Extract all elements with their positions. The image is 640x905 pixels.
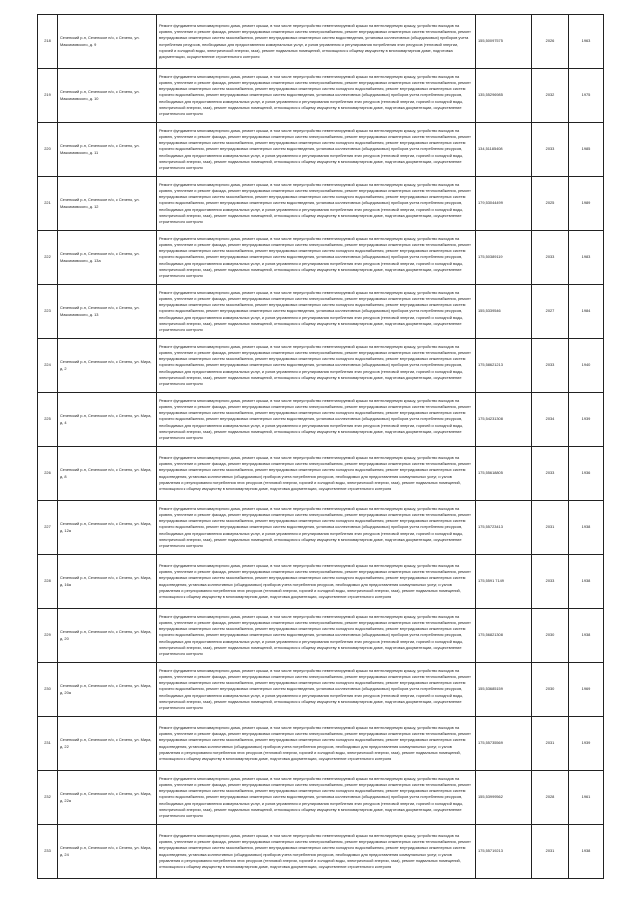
- build-year-cell: [569, 663, 604, 717]
- address-cell-text: Сеченский р-н, Сеченское п/о, с Сечено, ул. Мира, д. 20: [60, 629, 152, 641]
- build-year-cell: [569, 717, 604, 771]
- planned-year-cell: [532, 285, 569, 339]
- table-row: [38, 285, 604, 339]
- planned-year-cell-text: 2031: [545, 524, 555, 530]
- row-number-cell: [38, 177, 58, 231]
- row-number-cell: [38, 123, 58, 177]
- planned-year-cell-text: 2025: [545, 200, 555, 206]
- row-number-cell-text: 233: [44, 848, 51, 854]
- row-number-cell-text: 227: [44, 524, 51, 530]
- build-year-cell-text: 1961: [581, 794, 591, 800]
- cost-cell-text: 135,55296985: [478, 92, 503, 98]
- capital-repair-table: [37, 14, 604, 879]
- work-description-cell-text: Ремонт фундамента многоквартирного дома, ремонт крыши, в том числе переустройство невентилируемой крыши на вентилируемую крышу, устройство выходов на кровлю, утепление и ремонт фасада, ремонт внутридомовых инженерных систем электроснабжения, ремонт внутридомовых инженерных систем теплоснабжения, ремонт внутридомовых инженерных систем газоснабжения, ремонт внутридомовых инженерных систем холодного водоснабжения, ремонт внутридомовых инженерных систем водоотведения, установка коллективных (общедомовых) приборов учета потребления ресурсов, необходимых для предоставления коммунальных услуг, и узлов управления и регулирования потребления этих ресурсов (тепловой энергии, горячей и холодной воды, электрической энергии, газа), ремонт подвальных помещений, относящихся к общему имуществу в многоквартирном доме, подготовка документации, осуществление строительного контроля: [159, 454, 471, 491]
- work-description-cell: [157, 177, 476, 231]
- cost-cell: [476, 123, 532, 177]
- cost-cell: [476, 15, 532, 69]
- address-cell: [58, 609, 157, 663]
- address-cell-text: Сеченский р-н, Сеченское п/о, с Сечено, ул. Максимовского, д. 10: [60, 89, 140, 101]
- row-number-cell-text: 232: [44, 794, 51, 800]
- row-number-cell: [38, 231, 58, 285]
- table-row: [38, 501, 604, 555]
- planned-year-cell-text: 2027: [545, 308, 555, 314]
- row-number-cell: [38, 771, 58, 825]
- build-year-cell-text: 1989: [581, 200, 591, 206]
- cost-cell: [476, 447, 532, 501]
- work-description-cell-text: Ремонт фундамента многоквартирного дома, ремонт крыши, в том числе переустройство невентилируемой крыши на вентилируемую крышу, устройство выходов на кровлю, утепление и ремонт фасада, ремонт внутридомовых инженерных систем электроснабжения, ремонт внутридомовых инженерных систем теплоснабжения, ремонт внутридомовых инженерных систем газоснабжения, ремонт внутридомовых инженерных систем холодного водоснабжения, ремонт внутридомовых инженерных систем горячего водоснабжения, ремонт внутридомовых инженерных систем водоотведения, установка коллективных (общедомовых) приборов учета потребления ресурсов, необходимых для предоставления коммунальных услуг, и узлов управления и регулирования потребления этих ресурсов (тепловой энергии, горячей и холодной воды, электрической энергии, газа), ремонт подвальных помещений, относящихся к общему имуществу в многоквартирном доме, подготовка документации, осуществление строительного контроля: [159, 235, 471, 278]
- build-year-cell-text: 1938: [581, 578, 591, 584]
- row-number-cell: [38, 15, 58, 69]
- work-description-cell: [157, 69, 476, 123]
- table-row: [38, 609, 604, 663]
- planned-year-cell: [532, 393, 569, 447]
- table-row: [38, 393, 604, 447]
- row-number-cell: [38, 501, 58, 555]
- planned-year-cell-text: 2032: [545, 92, 555, 98]
- cost-cell: [476, 771, 532, 825]
- planned-year-cell-text: 2033: [545, 578, 555, 584]
- planned-year-cell-text: 2031: [545, 848, 555, 854]
- work-description-cell-text: Ремонт фундамента многоквартирного дома, ремонт крыши, в том числе переустройство невентилируемой крыши на вентилируемую крышу, устройство выходов на кровлю, утепление и ремонт фасада, ремонт внутридомовых инженерных систем электроснабжения, ремонт внутридомовых инженерных систем теплоснабжения, ремонт внутридомовых инженерных систем газоснабжения, ремонт внутридомовых инженерных систем холодного водоснабжения, ремонт внутридомовых инженерных систем горячего водоснабжения, ремонт внутридомовых инженерных систем водоотведения, установка коллективных (общедомовых) приборов учета потребления ресурсов, необходимых для предоставления коммунальных услуг, и узлов управления и регулирования потребления этих ресурсов (тепловой энергии, горячей и холодной воды, электрической энергии, газа), ремонт подвальных помещений, относящихся к общему имуществу в многоквартирном доме, подготовка документации, осуществление строительного контроля: [159, 181, 471, 224]
- row-number-cell-text: 229: [44, 632, 51, 638]
- cost-cell-text: 155,5339546: [478, 308, 501, 314]
- planned-year-cell: [532, 339, 569, 393]
- work-description-cell-text: Ремонт фундамента многоквартирного дома, ремонт крыши, в том числе переустройство невентилируемой крыши на вентилируемую крышу, устройство выходов на кровлю, утепление и ремонт фасада, ремонт внутридомовых инженерных систем электроснабжения, ремонт внутридомовых инженерных систем теплоснабжения, ремонт внутридомовых инженерных систем газоснабжения, ремонт внутридомовых инженерных систем холодного водоснабжения, ремонт внутридомовых инженерных систем горячего водоснабжения, ремонт внутридомовых инженерных систем водоотведения, установка коллективных (общедомовых) приборов учета потребления ресурсов, необходимых для предоставления коммунальных услуг, и узлов управления и регулирования потребления этих ресурсов (тепловой энергии, горячей и холодной воды, электрической энергии, газа), ремонт подвальных помещений, относящихся к общему имуществу в многоквартирном доме, подготовка документации, осуществление строительного контроля: [159, 73, 471, 116]
- planned-year-cell: [532, 825, 569, 879]
- row-number-cell: [38, 339, 58, 393]
- address-cell-text: Сеченский р-н, Сеченское п/о, с Сечено, ул. Мира, д. 4: [60, 413, 152, 425]
- build-year-cell-text: 1963: [581, 38, 591, 44]
- row-number-cell-text: 220: [44, 146, 51, 152]
- cost-cell-text: 175,55723413: [478, 524, 503, 530]
- build-year-cell-text: 1938: [581, 524, 591, 530]
- cost-cell-text: 155,50097575: [478, 38, 503, 44]
- work-description-cell-text: Ремонт фундамента многоквартирного дома, ремонт крыши, в том числе переустройство невентилируемой крыши на вентилируемую крышу, устройство выходов на кровлю, утепление и ремонт фасада, ремонт внутридомовых инженерных систем электроснабжения, ремонт внутридомовых инженерных систем теплоснабжения, ремонт внутридомовых инженерных систем газоснабжения, ремонт внутридомовых инженерных систем холодного водоснабжения, ремонт внутридомовых инженерных систем горячего водоснабжения, ремонт внутридомовых инженерных систем водоотведения, установка коллективных (общедомовых) приборов учета потребления ресурсов, необходимых для предоставления коммунальных услуг, и узлов управления и регулирования потребления этих ресурсов (тепловой энергии, горячей и холодной воды, электрической энергии, газа), ремонт подвальных помещений, относящихся к общему имуществу в многоквартирном доме, подготовка документации, осуществление строительного контроля: [159, 667, 471, 710]
- build-year-cell: [569, 231, 604, 285]
- work-description-cell-text: Ремонт фундамента многоквартирного дома, ремонт крыши, в том числе переустройство невентилируемой крыши на вентилируемую крышу, устройство выходов на кровлю, утепление и ремонт фасада, ремонт внутридомовых инженерных систем электроснабжения, ремонт внутридомовых инженерных систем теплоснабжения, ремонт внутридомовых инженерных систем газоснабжения, ремонт внутридомовых инженерных систем водоотведения, установка коллективных (общедомовых) приборов учета потребления ресурсов, необходимых для предоставления коммунальных услуг, и узлов управления и регулирования потребления этих ресурсов (тепловой энергии, горячей и холодной воды, электрической энергии, газа), ремонт подвальных помещений, относящихся к общему имуществу в многоквартирном доме, подготовка документации, осуществление строительного контроля: [159, 22, 471, 59]
- work-description-cell: [157, 285, 476, 339]
- table-row: [38, 69, 604, 123]
- work-description-cell: [157, 825, 476, 879]
- table-row: [38, 231, 604, 285]
- address-cell: [58, 177, 157, 231]
- address-cell-text: Сеченский р-н, Сеченское п/о, с Сечено, ул. Мира, д. 2: [60, 359, 152, 371]
- cost-cell: [476, 69, 532, 123]
- address-cell: [58, 555, 157, 609]
- row-number-cell: [38, 825, 58, 879]
- row-number-cell: [38, 717, 58, 771]
- address-cell: [58, 15, 157, 69]
- build-year-cell-text: 1938: [581, 632, 591, 638]
- work-description-cell-text: Ремонт фундамента многоквартирного дома, ремонт крыши, в том числе переустройство невентилируемой крыши на вентилируемую крышу, устройство выходов на кровлю, утепление и ремонт фасада, ремонт внутридомовых инженерных систем электроснабжения, ремонт внутридомовых инженерных систем теплоснабжения, ремонт внутридомовых инженерных систем газоснабжения, ремонт внутридомовых инженерных систем холодного водоснабжения, ремонт внутридомовых инженерных систем горячего водоснабжения, ремонт внутридомовых инженерных систем водоотведения, установка коллективных (общедомовых) приборов учета потребления ресурсов, необходимых для предоставления коммунальных услуг, и узлов управления и регулирования потребления этих ресурсов (тепловой энергии, горячей и холодной воды, электрической энергии, газа), ремонт подвальных помещений, относящихся к общему имуществу в многоквартирном доме, подготовка документации, осуществление строительного контроля: [159, 397, 471, 440]
- address-cell: [58, 771, 157, 825]
- row-number-cell: [38, 663, 58, 717]
- planned-year-cell: [532, 609, 569, 663]
- planned-year-cell-text: 2033: [545, 146, 555, 152]
- planned-year-cell-text: 2028: [545, 794, 555, 800]
- planned-year-cell-text: 2034: [545, 416, 555, 422]
- row-number-cell: [38, 393, 58, 447]
- cost-cell-text: 175,56821308: [478, 632, 503, 638]
- table-row: [38, 771, 604, 825]
- address-cell: [58, 339, 157, 393]
- address-cell-text: Сеченский р-н, Сеченское п/о, с Сечено, ул. Максимовского, д. 12: [60, 197, 140, 209]
- work-description-cell: [157, 717, 476, 771]
- cost-cell-text: 175,50389119: [478, 254, 503, 260]
- address-cell: [58, 393, 157, 447]
- work-description-cell: [157, 609, 476, 663]
- work-description-cell-text: Ремонт фундамента многоквартирного дома, ремонт крыши, в том числе переустройство невентилируемой крыши на вентилируемую крышу, устройство выходов на кровлю, утепление и ремонт фасада, ремонт внутридомовых инженерных систем электроснабжения, ремонт внутридомовых инженерных систем теплоснабжения, ремонт внутридомовых инженерных систем газоснабжения, ремонт внутридомовых инженерных систем холодного водоснабжения, ремонт внутридомовых инженерных систем горячего водоснабжения, ремонт внутридомовых инженерных систем водоотведения, установка коллективных (общедомовых) приборов учета потребления ресурсов, необходимых для предоставления коммунальных услуг, и узлов управления и регулирования потребления этих ресурсов (тепловой энергии, горячей и холодной воды, электрической энергии, газа), ремонт подвальных помещений, относящихся к общему имуществу в многоквартирном доме, подготовка документации, осуществление строительного контроля: [159, 775, 471, 818]
- cost-cell: [476, 285, 532, 339]
- work-description-cell: [157, 663, 476, 717]
- planned-year-cell: [532, 15, 569, 69]
- build-year-cell-text: 1975: [581, 92, 591, 98]
- planned-year-cell-text: 2033: [545, 254, 555, 260]
- build-year-cell: [569, 285, 604, 339]
- planned-year-cell-text: 2031: [545, 740, 555, 746]
- build-year-cell: [569, 555, 604, 609]
- row-number-cell-text: 224: [44, 362, 51, 368]
- work-description-cell-text: Ремонт фундамента многоквартирного дома, ремонт крыши, в том числе переустройство невентилируемой крыши на вентилируемую крышу, устройство выходов на кровлю, утепление и ремонт фасада, ремонт внутридомовых инженерных систем электроснабжения, ремонт внутридомовых инженерных систем теплоснабжения, ремонт внутридомовых инженерных систем газоснабжения, ремонт внутридомовых инженерных систем холодного водоснабжения, ремонт внутридомовых инженерных систем горячего водоснабжения, ремонт внутридомовых инженерных систем водоотведения, установка коллективных (общедомовых) приборов учета потребления ресурсов, необходимых для предоставления коммунальных услуг, и узлов управления и регулирования потребления этих ресурсов (тепловой энергии, горячей и холодной воды, электрической энергии, газа), ремонт подвальных помещений, относящихся к общему имуществу в многоквартирном доме, подготовка документации, осуществление строительного контроля: [159, 613, 471, 656]
- row-number-cell-text: 222: [44, 254, 51, 260]
- table-row: [38, 555, 604, 609]
- cost-cell-text: 175,5591 7149: [478, 578, 504, 584]
- build-year-cell-text: 1984: [581, 308, 591, 314]
- work-description-cell-text: Ремонт фундамента многоквартирного дома, ремонт крыши, в том числе переустройство невентилируемой крыши на вентилируемую крышу, устройство выходов на кровлю, утепление и ремонт фасада, ремонт внутридомовых инженерных систем электроснабжения, ремонт внутридомовых инженерных систем теплоснабжения, ремонт внутридомовых инженерных систем газоснабжения, ремонт внутридомовых инженерных систем холодного водоснабжения, ремонт внутридомовых инженерных систем водоотведения, установка коллективных (общедомовых) приборов учета потребления ресурсов, необходимых для предоставления коммунальных услуг, и узлов управления и регулирования потребления этих ресурсов (тепловой энергии, горячей и холодной воды, электрической энергии, газа), ремонт подвальных помещений, относящихся к общему имуществу в многоквартирном доме, подготовка документации, осуществление строительного контроля: [159, 562, 471, 599]
- build-year-cell-text: 1939: [581, 740, 591, 746]
- work-description-cell-text: Ремонт фундамента многоквартирного дома, ремонт крыши, в том числе переустройство невентилируемой крыши на вентилируемую крышу, устройство выходов на кровлю, утепление и ремонт фасада, ремонт внутридомовых инженерных систем электроснабжения, ремонт внутридомовых инженерных систем теплоснабжения, ремонт внутридомовых инженерных систем газоснабжения, ремонт внутридомовых инженерных систем холодного водоснабжения, ремонт внутридомовых инженерных систем водоотведения, установка коллективных (общедомовых) приборов учета потребления ресурсов, необходимых для предоставления коммунальных услуг, и узлов управления и регулирования потребления этих ресурсов (тепловой энергии, горячей и холодной воды, электрической энергии, газа), ремонт подвальных помещений, относящихся к общему имуществу в многоквартирном доме, подготовка документации, осуществление строительного контроля: [159, 832, 471, 869]
- work-description-cell: [157, 555, 476, 609]
- planned-year-cell: [532, 231, 569, 285]
- planned-year-cell: [532, 555, 569, 609]
- planned-year-cell: [532, 717, 569, 771]
- build-year-cell: [569, 825, 604, 879]
- cost-cell: [476, 177, 532, 231]
- cost-cell: [476, 555, 532, 609]
- planned-year-cell-text: 2033: [545, 470, 555, 476]
- row-number-cell-text: 225: [44, 416, 51, 422]
- build-year-cell: [569, 609, 604, 663]
- cost-cell: [476, 663, 532, 717]
- table-row: [38, 825, 604, 879]
- planned-year-cell: [532, 663, 569, 717]
- cost-cell: [476, 393, 532, 447]
- address-cell: [58, 663, 157, 717]
- address-cell-text: Сеченский р-н, Сеченское п/о, с Сечено, ул. Мира, д. 24: [60, 845, 152, 857]
- work-description-cell: [157, 123, 476, 177]
- address-cell: [58, 285, 157, 339]
- row-number-cell-text: 221: [44, 200, 51, 206]
- cost-cell-text: 175,55618805: [478, 470, 503, 476]
- table-row: [38, 717, 604, 771]
- planned-year-cell: [532, 447, 569, 501]
- build-year-cell: [569, 771, 604, 825]
- work-description-cell: [157, 393, 476, 447]
- row-number-cell-text: 231: [44, 740, 51, 746]
- row-number-cell: [38, 447, 58, 501]
- build-year-cell-text: 1985: [581, 146, 591, 152]
- work-description-cell: [157, 231, 476, 285]
- work-description-cell-text: Ремонт фундамента многоквартирного дома, ремонт крыши, в том числе переустройство невентилируемой крыши на вентилируемую крышу, устройство выходов на кровлю, утепление и ремонт фасада, ремонт внутридомовых инженерных систем электроснабжения, ремонт внутридомовых инженерных систем теплоснабжения, ремонт внутридомовых инженерных систем газоснабжения, ремонт внутридомовых инженерных систем холодного водоснабжения, ремонт внутридомовых инженерных систем горячего водоснабжения, ремонт внутридомовых инженерных систем водоотведения, установка коллективных (общедомовых) приборов учета потребления ресурсов, необходимых для предоставления коммунальных услуг, и узлов управления и регулирования потребления этих ресурсов (тепловой энергии, горячей и холодной воды, электрической энергии, газа), ремонт подвальных помещений, относящихся к общему имуществу в многоквартирном доме, подготовка документации, осуществление строительного контроля: [159, 505, 471, 548]
- cost-cell: [476, 339, 532, 393]
- address-cell: [58, 231, 157, 285]
- build-year-cell: [569, 69, 604, 123]
- table-body: [38, 15, 604, 879]
- address-cell: [58, 447, 157, 501]
- address-cell-text: Сеченский р-н, Сеченское п/о, с Сечено, ул. Максимовского, д. 13а: [60, 251, 140, 263]
- row-number-cell: [38, 555, 58, 609]
- table-row: [38, 123, 604, 177]
- address-cell-text: Сеченский р-н, Сеченское п/о, с Сечено, ул. Максимовского, д. 9: [60, 35, 140, 47]
- planned-year-cell: [532, 69, 569, 123]
- table-row: [38, 339, 604, 393]
- address-cell: [58, 123, 157, 177]
- address-cell-text: Сеченский р-н, Сеченское п/о, с Сечено, ул. Мира, д. 8: [60, 467, 152, 479]
- cost-cell: [476, 501, 532, 555]
- planned-year-cell: [532, 771, 569, 825]
- work-description-cell: [157, 771, 476, 825]
- row-number-cell-text: 228: [44, 578, 51, 584]
- build-year-cell-text: 1969: [581, 686, 591, 692]
- row-number-cell: [38, 609, 58, 663]
- work-description-cell-text: Ремонт фундамента многоквартирного дома, ремонт крыши, в том числе переустройство невентилируемой крыши на вентилируемую крышу, устройство выходов на кровлю, утепление и ремонт фасада, ремонт внутридомовых инженерных систем электроснабжения, ремонт внутридомовых инженерных систем теплоснабжения, ремонт внутридомовых инженерных систем газоснабжения, ремонт внутридомовых инженерных систем холодного водоснабжения, ремонт внутридомовых инженерных систем водоотведения, установка коллективных (общедомовых) приборов учета потребления ресурсов, необходимых для предоставления коммунальных услуг, и узлов управления и регулирования потребления этих ресурсов (тепловой энергии, горячей и холодной воды, электрической энергии, газа), ремонт подвальных помещений, относящихся к общему имуществу в многоквартирном доме, подготовка документации, осуществление строительного контроля: [159, 724, 471, 761]
- row-number-cell-text: 223: [44, 308, 51, 314]
- row-number-cell: [38, 69, 58, 123]
- build-year-cell-text: 1983: [581, 254, 591, 260]
- planned-year-cell-text: 2030: [545, 632, 555, 638]
- planned-year-cell-text: 2033: [545, 362, 555, 368]
- build-year-cell-text: 1936: [581, 470, 591, 476]
- build-year-cell: [569, 393, 604, 447]
- cost-cell-text: 175,54231308: [478, 416, 503, 422]
- build-year-cell: [569, 447, 604, 501]
- table-row: [38, 447, 604, 501]
- row-number-cell-text: 230: [44, 686, 51, 692]
- address-cell-text: Сеченский р-н, Сеченское п/о, с Сечено, ул. Мира, д. 22: [60, 737, 152, 749]
- work-description-cell: [157, 501, 476, 555]
- cost-cell-text: 155,53999562: [478, 794, 503, 800]
- cost-cell: [476, 231, 532, 285]
- planned-year-cell: [532, 123, 569, 177]
- cost-cell: [476, 825, 532, 879]
- cost-cell-text: 175,58621213: [478, 362, 503, 368]
- address-cell-text: Сеченский р-н, Сеченское п/о, с Сечено, ул. Максимовского, д. 13: [60, 305, 140, 317]
- address-cell-text: Сеченский р-н, Сеченское п/о, с Сечено, ул. Мира, д. 16а: [60, 575, 152, 587]
- row-number-cell-text: 226: [44, 470, 51, 476]
- cost-cell: [476, 609, 532, 663]
- cost-cell-text: 134,51185408: [478, 146, 503, 152]
- address-cell-text: Сеченский р-н, Сеченское п/о, с Сечено, ул. Максимовского, д. 11: [60, 143, 140, 155]
- cost-cell-text: 179,53044499: [478, 200, 503, 206]
- address-cell: [58, 69, 157, 123]
- planned-year-cell-text: 2030: [545, 686, 555, 692]
- address-cell: [58, 825, 157, 879]
- row-number-cell-text: 219: [44, 92, 51, 98]
- build-year-cell: [569, 339, 604, 393]
- cost-cell-text: 175,55719213: [478, 848, 503, 854]
- address-cell-text: Сеченский р-н, Сеченское п/о, с Сечено, ул. Мира, д. 20а: [60, 683, 152, 695]
- planned-year-cell: [532, 177, 569, 231]
- table-row: [38, 15, 604, 69]
- planned-year-cell: [532, 501, 569, 555]
- work-description-cell-text: Ремонт фундамента многоквартирного дома, ремонт крыши, в том числе переустройство невентилируемой крыши на вентилируемую крышу, устройство выходов на кровлю, утепление и ремонт фасада, ремонт внутридомовых инженерных систем электроснабжения, ремонт внутридомовых инженерных систем теплоснабжения, ремонт внутридомовых инженерных систем газоснабжения, ремонт внутридомовых инженерных систем холодного водоснабжения, ремонт внутридомовых инженерных систем горячего водоснабжения, ремонт внутридомовых инженерных систем водоотведения, установка коллективных (общедомовых) приборов учета потребления ресурсов, необходимых для предоставления коммунальных услуг, и узлов управления и регулирования потребления этих ресурсов (тепловой энергии, горячей и холодной воды, электрической энергии, газа), ремонт подвальных помещений, относящихся к общему имуществу в многоквартирном доме, подготовка документации, осуществление строительного контроля: [159, 289, 471, 332]
- row-number-cell-text: 218: [44, 38, 51, 44]
- address-cell: [58, 717, 157, 771]
- work-description-cell: [157, 15, 476, 69]
- work-description-cell: [157, 447, 476, 501]
- table-row: [38, 663, 604, 717]
- build-year-cell: [569, 15, 604, 69]
- planned-year-cell-text: 2026: [545, 38, 555, 44]
- work-description-cell-text: Ремонт фундамента многоквартирного дома, ремонт крыши, в том числе переустройство невентилируемой крыши на вентилируемую крышу, устройство выходов на кровлю, утепление и ремонт фасада, ремонт внутридомовых инженерных систем электроснабжения, ремонт внутридомовых инженерных систем теплоснабжения, ремонт внутридомовых инженерных систем газоснабжения, ремонт внутридомовых инженерных систем холодного водоснабжения, ремонт внутридомовых инженерных систем горячего водоснабжения, ремонт внутридомовых инженерных систем водоотведения, установка коллективных (общедомовых) приборов учета потребления ресурсов, необходимых для предоставления коммунальных услуг, и узлов управления и регулирования потребления этих ресурсов (тепловой энергии, горячей и холодной воды, электрической энергии, газа), ремонт подвальных помещений, относящихся к общему имуществу в многоквартирном доме, подготовка документации, осуществление строительного контроля: [159, 343, 471, 386]
- row-number-cell: [38, 285, 58, 339]
- build-year-cell: [569, 501, 604, 555]
- table-row: [38, 177, 604, 231]
- build-year-cell-text: 1940: [581, 362, 591, 368]
- address-cell-text: Сеченский р-н, Сеченское п/о, с Сечено, ул. Мира, д. 22а: [60, 791, 152, 803]
- work-description-cell-text: Ремонт фундамента многоквартирного дома, ремонт крыши, в том числе переустройство невентилируемой крыши на вентилируемую крышу, устройство выходов на кровлю, утепление и ремонт фасада, ремонт внутридомовых инженерных систем электроснабжения, ремонт внутридомовых инженерных систем теплоснабжения, ремонт внутридомовых инженерных систем газоснабжения, ремонт внутридомовых инженерных систем холодного водоснабжения, ремонт внутридомовых инженерных систем горячего водоснабжения, ремонт внутридомовых инженерных систем водоотведения, установка коллективных (общедомовых) приборов учета потребления ресурсов, необходимых для предоставления коммунальных услуг, и узлов управления и регулирования потребления этих ресурсов (тепловой энергии, горячей и холодной воды, электрической энергии, газа), ремонт подвальных помещений, относящихся к общему имуществу в многоквартирном доме, подготовка документации, осуществление строительного контроля: [159, 127, 471, 170]
- work-description-cell: [157, 339, 476, 393]
- build-year-cell-text: 1939: [581, 416, 591, 422]
- build-year-cell: [569, 177, 604, 231]
- cost-cell: [476, 717, 532, 771]
- address-cell: [58, 501, 157, 555]
- cost-cell-text: 175,55735569: [478, 740, 503, 746]
- cost-cell-text: 155,53685159: [478, 686, 503, 692]
- build-year-cell-text: 1938: [581, 848, 591, 854]
- address-cell-text: Сеченский р-н, Сеченское п/о, с Сечено, ул. Мира, д. 12а: [60, 521, 152, 533]
- build-year-cell: [569, 123, 604, 177]
